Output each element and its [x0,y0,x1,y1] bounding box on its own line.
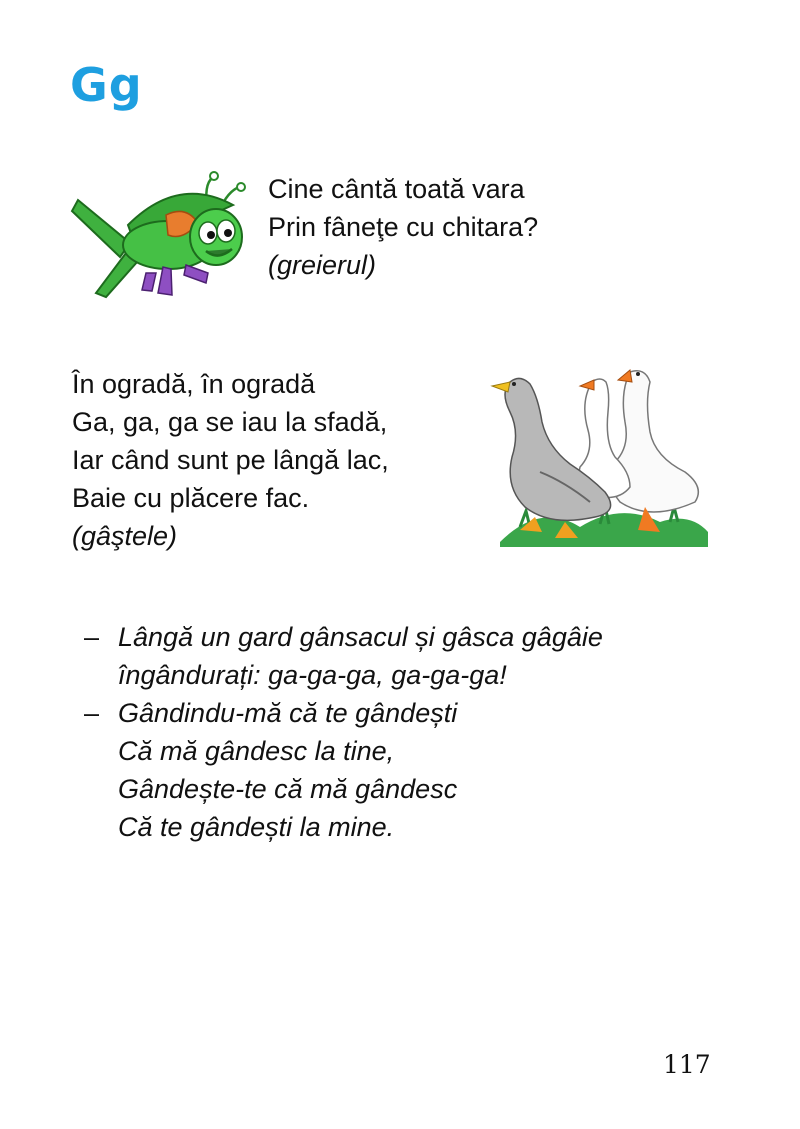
dialogue-text: Că mă gândesc la tine, [118,736,395,766]
dialogue-dash: – [84,622,100,652]
dialogue-line [72,770,603,808]
dialogue-text: Gândindu-mă că te gândești [118,698,458,728]
riddle-grasshopper [268,170,538,284]
riddle-line: În ogradă, în ogradă [72,369,316,399]
dialogue-text: îngândurați: ga-ga-ga, ga-ga-ga! [118,660,507,690]
dialogue-dash: – [84,698,100,728]
dialogue-text: Lângă un gard gânsacul și gâsca gâgâie [118,622,603,652]
dialogue-line [72,694,603,732]
riddle-answer: (greierul) [268,250,377,280]
dialogue-line [72,808,603,846]
riddle-line: Ga, ga, ga se iau la sfadă, [72,407,388,437]
dialogue [72,618,603,846]
riddle-line: Prin fâneţe cu chitara? [268,212,539,242]
grasshopper-illustration [68,165,248,305]
riddle-line: Baie cu plăcere fac. [72,483,310,513]
geese-illustration [480,352,710,547]
dialogue-line [72,656,603,694]
dialogue-text: Gândește-te că mă gândesc [118,774,458,804]
riddle-line: Cine cântă toată vara [268,174,525,204]
riddle-answer: (gâştele) [72,521,178,551]
riddle-line: Iar când sunt pe lângă lac, [72,445,389,475]
riddle-geese [72,365,389,555]
letter-heading: Gg [70,58,143,112]
page-number: 117 [663,1050,711,1079]
dialogue-line [72,732,603,770]
dialogue-line [72,618,603,656]
dialogue-text: Că te gândești la mine. [118,812,395,842]
